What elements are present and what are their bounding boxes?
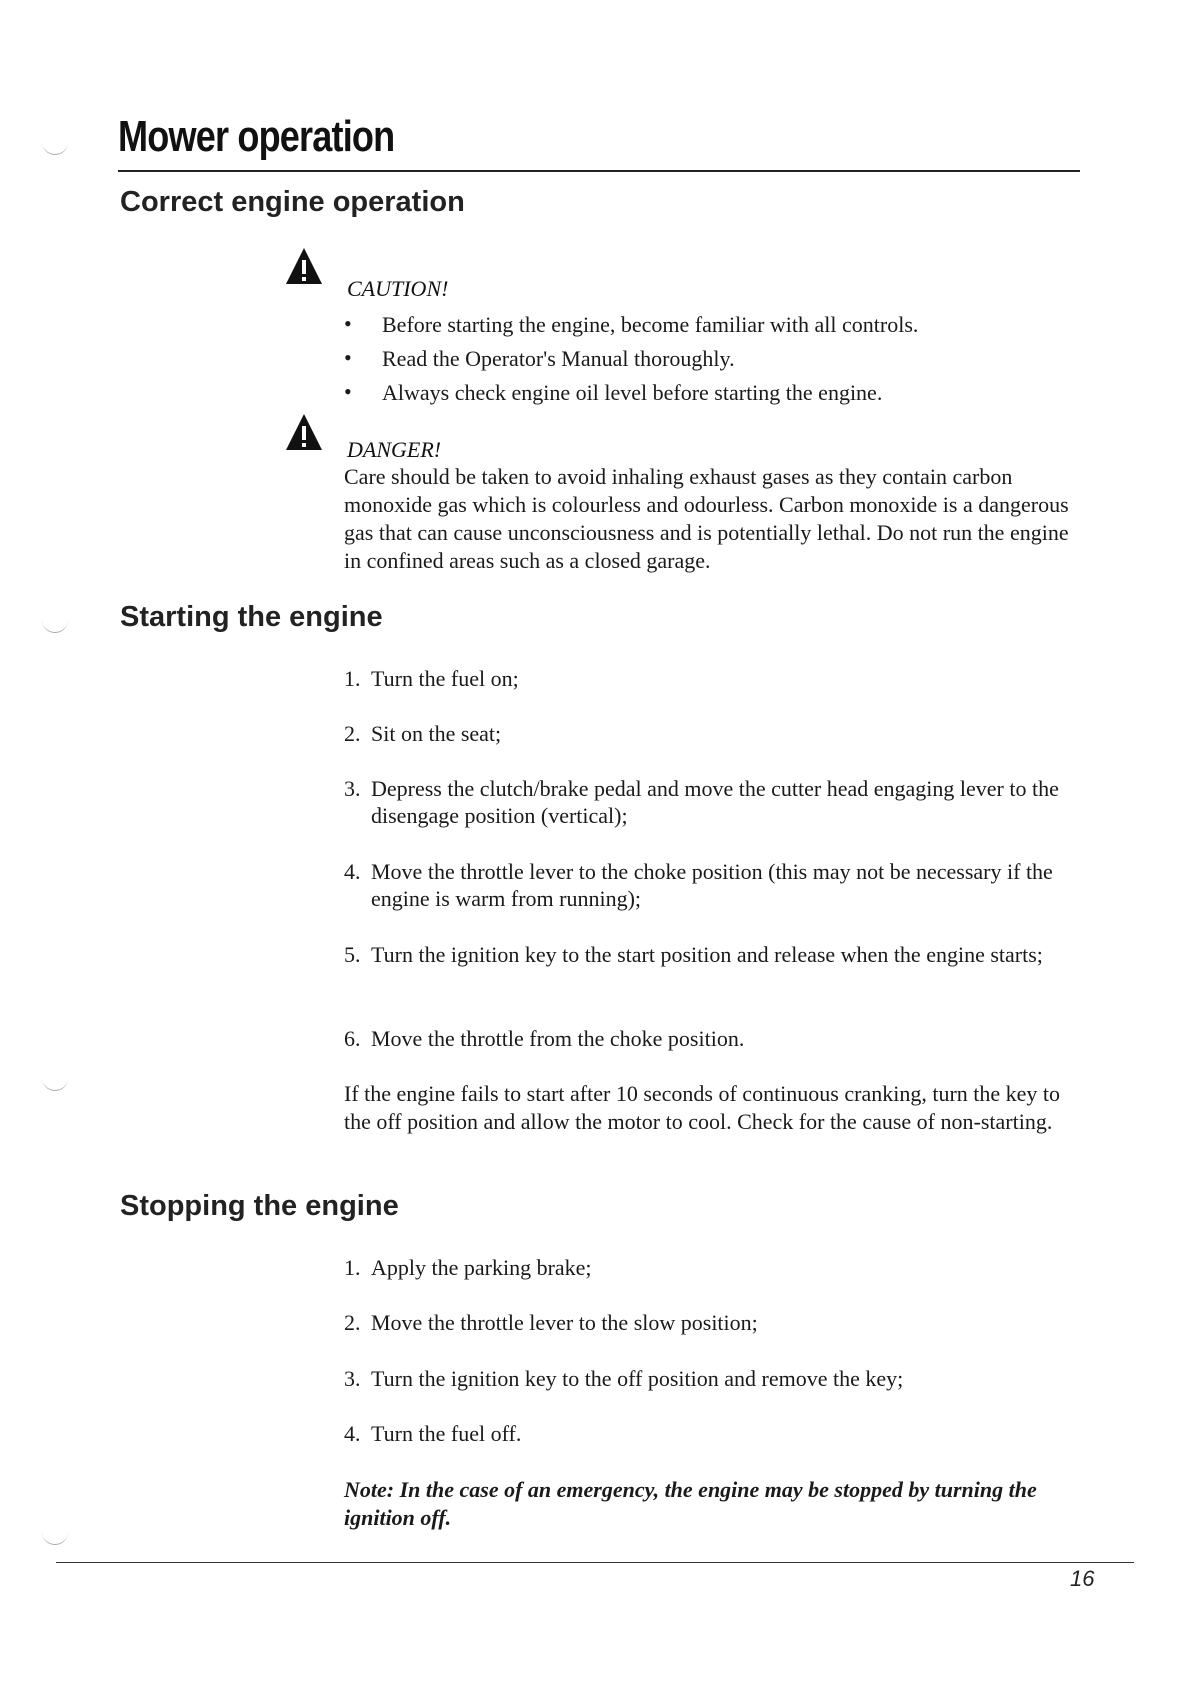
bullet-dot: • (344, 311, 352, 336)
section-heading-stopping-the-engine: Stopping the engine (120, 1190, 399, 1222)
chapter-title: Mower operation (118, 112, 395, 161)
step-number: 2. (344, 1310, 361, 1335)
title-rule (118, 170, 1080, 172)
scan-mark (42, 1076, 68, 1091)
emergency-note: Note: In the case of an emergency, the engine may be stopped by turning the ignition off. (344, 1477, 1037, 1530)
step-text: Turn the ignition key to the start position and release when the engine starts; (371, 942, 1043, 967)
page-number: 16 (1070, 1566, 1095, 1591)
stopping-step (344, 1254, 1084, 1281)
step-text: Move the throttle from the choke position. (371, 1026, 745, 1051)
starting-step (344, 775, 1084, 829)
step-number: 4. (344, 859, 361, 884)
bullet-dot: • (344, 379, 352, 404)
danger-label: DANGER! (347, 437, 442, 462)
warning-triangle-icon (284, 412, 324, 452)
scan-mark (42, 1530, 68, 1545)
starting-step (344, 858, 1084, 912)
step-text: Turn the ignition key to the off position and remove the key; (371, 1366, 904, 1391)
caution-label: CAUTION! (347, 276, 449, 301)
stopping-step (344, 1365, 1084, 1392)
step-number: 3. (344, 1366, 361, 1391)
scan-mark (42, 618, 68, 633)
step-number: 4. (344, 1421, 361, 1446)
starting-step (344, 665, 1084, 692)
step-text: Sit on the seat; (371, 721, 502, 746)
step-text: Move the throttle lever to the choke position (this may not be necessary if the engine is warm from running); (371, 859, 1053, 911)
caution-bullet-text: Before starting the engine, become familiar with all controls. (382, 312, 919, 337)
caution-bullet-text: Read the Operator's Manual thoroughly. (382, 346, 735, 371)
step-number: 5. (344, 942, 361, 967)
scan-mark (42, 140, 68, 155)
step-text: Depress the clutch/brake pedal and move the cutter head engaging lever to the disengage position (vertical); (371, 776, 1059, 828)
footer-rule (56, 1562, 1134, 1563)
warning-triangle-icon (284, 246, 324, 286)
starting-step (344, 941, 1084, 968)
section-heading-correct-engine-operation: Correct engine operation (120, 186, 465, 218)
danger-text: Care should be taken to avoid inhaling exhaust gases as they contain carbon monoxide gas which is colourless and odourless. Carbon monoxide is a dangerous gas that can cause unconsciousness and is potentially lethal. Do not run the engine in confined areas such as a closed garage. (344, 464, 1069, 573)
stopping-step (344, 1420, 1084, 1447)
stopping-step (344, 1309, 1084, 1336)
starting-step (344, 1025, 1084, 1052)
section-heading-starting-the-engine: Starting the engine (120, 601, 383, 633)
caution-bullet-text: Always check engine oil level before starting the engine. (382, 380, 883, 405)
starting-step (344, 720, 1084, 747)
step-text: Turn the fuel off. (371, 1421, 522, 1446)
step-number: 2. (344, 721, 361, 746)
step-number: 1. (344, 1255, 361, 1280)
step-text: Turn the fuel on; (371, 666, 519, 691)
step-number: 3. (344, 776, 361, 801)
fail-to-start-text: If the engine fails to start after 10 seconds of continuous cranking, turn the key to the off position and allow the motor to cool. Check for the cause of non-starting. (344, 1081, 1061, 1134)
step-text: Move the throttle lever to the slow position; (371, 1310, 758, 1335)
step-number: 1. (344, 666, 361, 691)
step-text: Apply the parking brake; (371, 1255, 592, 1280)
step-number: 6. (344, 1026, 361, 1051)
bullet-dot: • (344, 345, 352, 370)
